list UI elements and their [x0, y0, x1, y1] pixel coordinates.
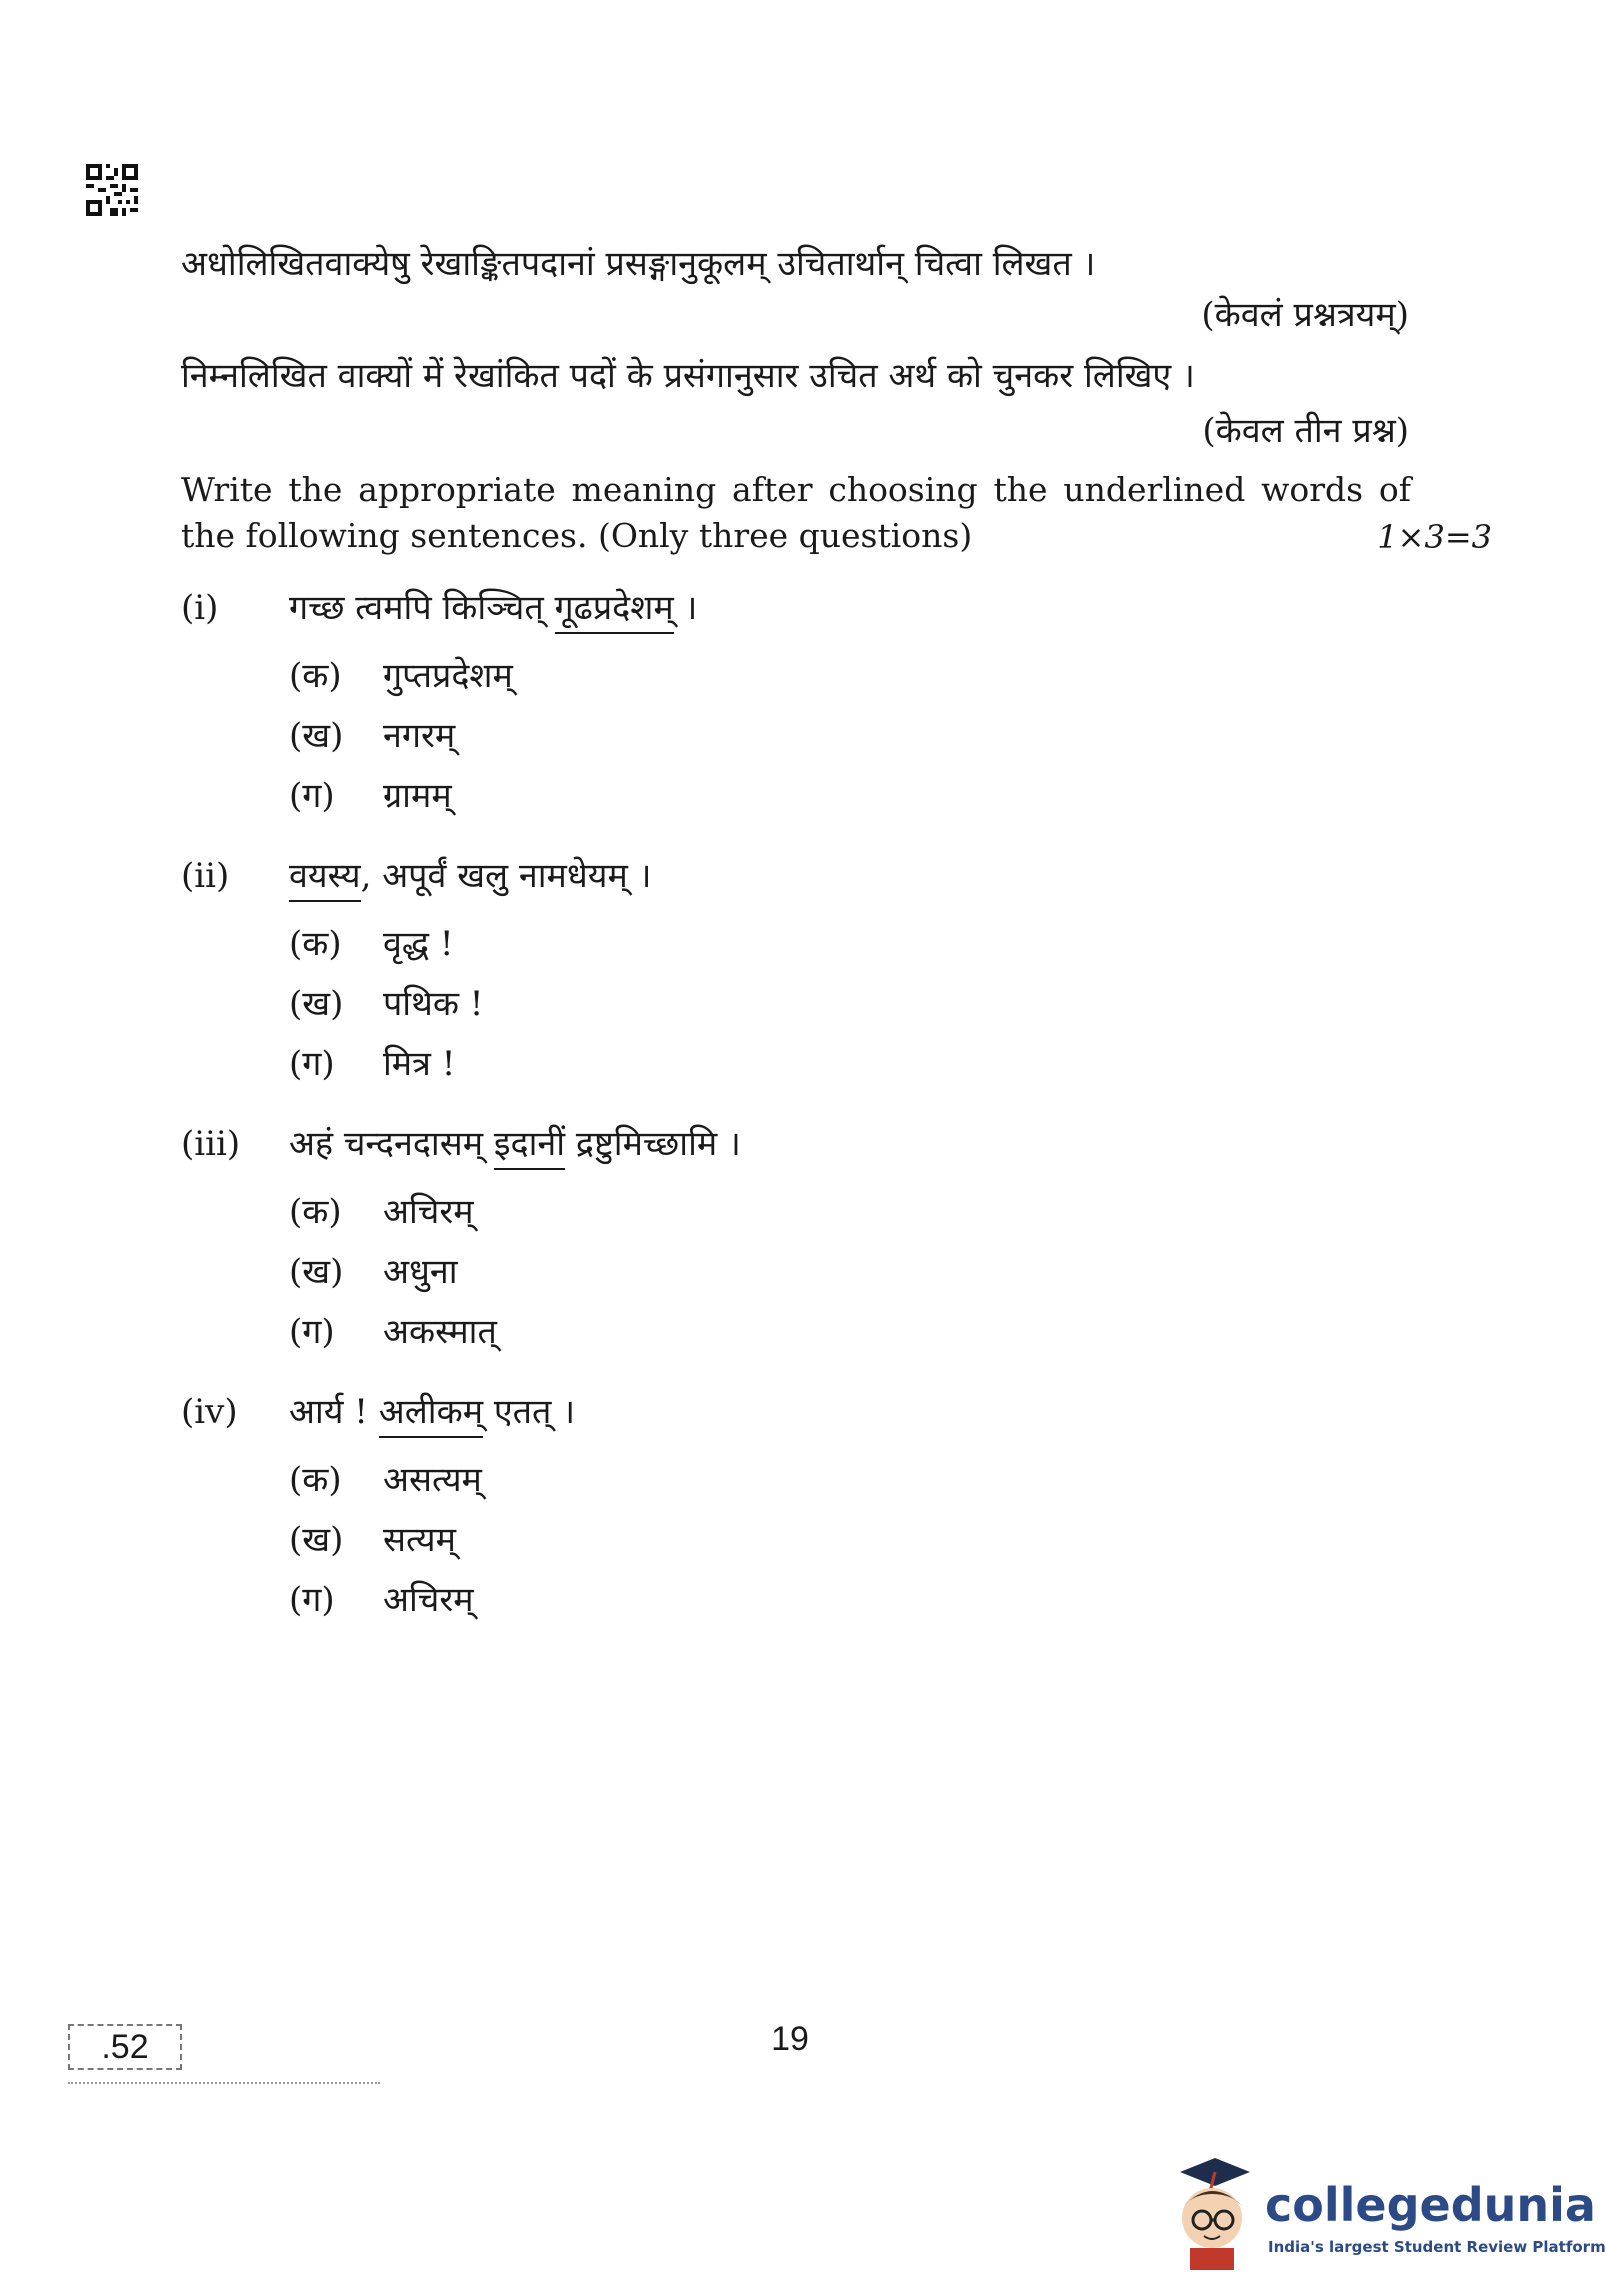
- paper-code: .52: [68, 2024, 182, 2070]
- option-4c: (ग) अचिरम्: [289, 1580, 474, 1620]
- question-number: (ii): [181, 856, 230, 896]
- instruction-hindi-note: (केवल तीन प्रश्न): [1202, 411, 1409, 451]
- option-2b: (ख) पथिक !: [289, 984, 484, 1024]
- underlined-word: गूढप्रदेशम्: [555, 588, 674, 634]
- question-number: (iv): [181, 1392, 238, 1432]
- underlined-word: इदानीं: [494, 1124, 565, 1170]
- question-text-end: ।: [673, 588, 698, 628]
- question-text: गच्छ त्वमपि किञ्चित्: [289, 588, 555, 628]
- brand-tagline: India's largest Student Review Platform: [1268, 2238, 1606, 2256]
- option-3b: (ख) अधुना: [289, 1252, 458, 1292]
- underlined-word: अलीकम्: [379, 1392, 483, 1438]
- instruction-sanskrit: अधोलिखितवाक्येषु रेखाङ्कितपदानां प्रसङ्गानुकूलम् उचितार्थान् चित्वा लिखत ।: [181, 244, 1096, 284]
- option-1a: (क) गुप्तप्रदेशम्: [289, 656, 513, 696]
- option-3c: (ग) अकस्मात्: [289, 1312, 497, 1352]
- instruction-english-line1: Write the appropriate meaning after choosing the underlined words of: [181, 470, 1411, 509]
- option-3a: (क) अचिरम्: [289, 1192, 474, 1232]
- option-4a: (क) असत्यम्: [289, 1460, 482, 1500]
- question-text: आर्य !: [289, 1392, 379, 1432]
- question-number: (iii): [181, 1124, 241, 1164]
- question-1: [181, 584, 697, 632]
- option-2a: (क) वृद्ध !: [289, 924, 454, 964]
- option-2c: (ग) मित्र !: [289, 1044, 456, 1084]
- question-text-end: द्रष्टुमिच्छामि ।: [565, 1124, 741, 1164]
- collegedunia-watermark: [1160, 2150, 1606, 2270]
- security-microtext: [68, 2082, 380, 2088]
- question-4: [181, 1388, 575, 1436]
- brand-name: collegedunia: [1265, 2178, 1596, 2232]
- underlined-word: वयस्य: [289, 856, 361, 902]
- instruction-sanskrit-note: (केवलं प्रश्नत्रयम्): [1201, 295, 1409, 335]
- question-text-end: , अपूर्वं खलु नामधेयम् ।: [360, 856, 652, 896]
- question-number: (i): [181, 588, 219, 628]
- option-1c: (ग) ग्रामम्: [289, 776, 452, 816]
- question-text-end: एतत् ।: [483, 1392, 576, 1432]
- option-1b: (ख) नगरम्: [289, 716, 456, 756]
- qr-code-icon: [86, 164, 138, 216]
- question-3: [181, 1120, 741, 1168]
- question-2: [181, 852, 652, 900]
- marks-allocation: 1×3=3: [1377, 518, 1492, 556]
- instruction-english-line2: the following sentences. (Only three questions): [181, 516, 973, 555]
- mascot-icon: [1160, 2150, 1260, 2270]
- question-text: अहं चन्दनदासम्: [289, 1124, 494, 1164]
- option-4b: (ख) सत्यम्: [289, 1520, 456, 1560]
- page-number: 19: [771, 2020, 809, 2058]
- instruction-hindi: निम्नलिखित वाक्यों में रेखांकित पदों के प्रसंगानुसार उचित अर्थ को चुनकर लिखिए ।: [181, 356, 1195, 396]
